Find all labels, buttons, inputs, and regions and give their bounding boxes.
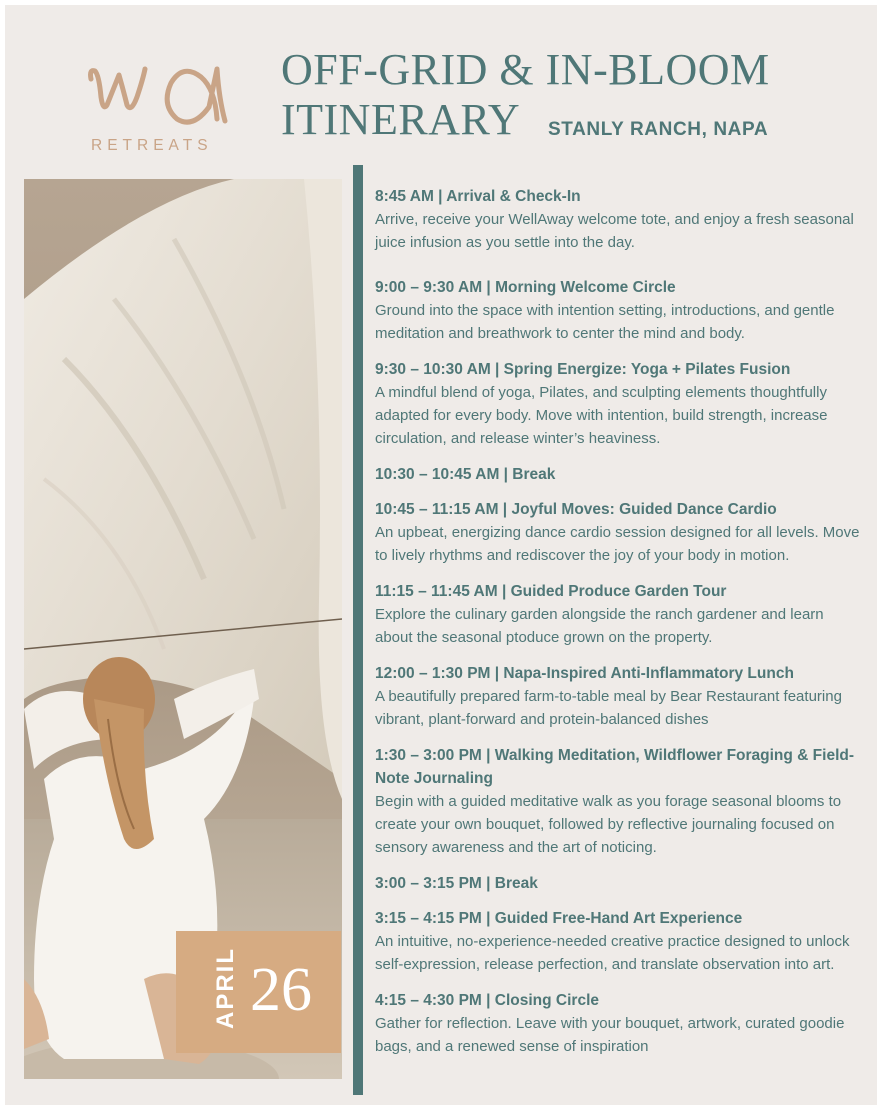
wa-logo-mark [85, 49, 235, 139]
schedule-heading: 4:15 – 4:30 PM | Closing Circle [375, 992, 600, 1009]
schedule-heading: 3:00 – 3:15 PM | Break [375, 875, 538, 892]
location-label: STANLY RANCH, NAPA [548, 119, 769, 140]
schedule-heading: 11:15 – 11:45 AM | Guided Produce Garden Tour [375, 583, 727, 600]
schedule-description: An upbeat, energizing dance cardio session designed for all levels. Move to lively rhythms and rediscover the joy of your body in motion. [375, 524, 860, 564]
schedule-description: Gather for reflection. Leave with your bouquet, artwork, curated goodie bags, and a renewed sense of inspiration [375, 1015, 845, 1055]
schedule-heading: 1:30 – 3:00 PM | Walking Meditation, Wildflower Foraging & Field-Note Journaling [375, 747, 855, 787]
schedule-heading: 10:45 – 11:15 AM | Joyful Moves: Guided Dance Cardio [375, 501, 777, 518]
schedule-description: Arrive, receive your WellAway welcome tote, and enjoy a fresh seasonal juice infusion as you settle into the day. [375, 211, 854, 251]
schedule-heading: 3:15 – 4:15 PM | Guided Free-Hand Art Experience [375, 910, 743, 927]
schedule-item [375, 989, 865, 1058]
schedule-heading: 10:30 – 10:45 AM | Break [375, 466, 556, 483]
schedule-item [375, 276, 865, 345]
schedule-item [375, 185, 865, 254]
schedule-description: Begin with a guided meditative walk as you forage seasonal blooms to create your own bouquet, followed by reflective journaling focused on sensory awareness and the art of noticing. [375, 793, 842, 856]
date-month: APRIL [212, 947, 239, 1029]
schedule-item [375, 580, 865, 649]
logo-subtitle: RETREATS [91, 137, 213, 154]
schedule-heading: 9:00 – 9:30 AM | Morning Welcome Circle [375, 279, 676, 296]
schedule-description: Explore the culinary garden alongside the ranch gardener and learn about the seasonal ptoduce grown on the property. [375, 606, 824, 646]
schedule-item [375, 463, 865, 486]
schedule-list [375, 185, 865, 1071]
brand-logo [85, 49, 235, 161]
vertical-divider [353, 165, 363, 1095]
schedule-description: A beautifully prepared farm-to-table meal by Bear Restaurant featuring vibrant, plant-forward and protein-balanced dishes [375, 688, 842, 728]
schedule-item [375, 872, 865, 895]
schedule-description: Ground into the space with intention setting, introductions, and gentle meditation and breathwork to center the mind and body. [375, 302, 835, 342]
date-day: 26 [250, 956, 312, 1024]
schedule-heading: 12:00 – 1:30 PM | Napa-Inspired Anti-Inflammatory Lunch [375, 665, 794, 682]
schedule-heading: 9:30 – 10:30 AM | Spring Energize: Yoga + Pilates Fusion [375, 361, 791, 378]
title-line-1: OFF-GRID & IN-BLOOM [281, 45, 770, 94]
schedule-item [375, 358, 865, 450]
schedule-description: A mindful blend of yoga, Pilates, and sculpting elements thoughtfully adapted for every body. Move with intention, build strength, increase circulation, and release winter’s heaviness. [375, 384, 828, 447]
schedule-item [375, 744, 865, 859]
title-line-2: ITINERARY [281, 95, 521, 144]
itinerary-page [5, 5, 877, 1105]
schedule-item [375, 498, 865, 567]
schedule-heading: 8:45 AM | Arrival & Check-In [375, 188, 581, 205]
schedule-item [375, 907, 865, 976]
schedule-description: An intuitive, no-experience-needed creative practice designed to unlock self-expression, release perfection, and translate observation into art. [375, 933, 850, 973]
schedule-item [375, 662, 865, 731]
